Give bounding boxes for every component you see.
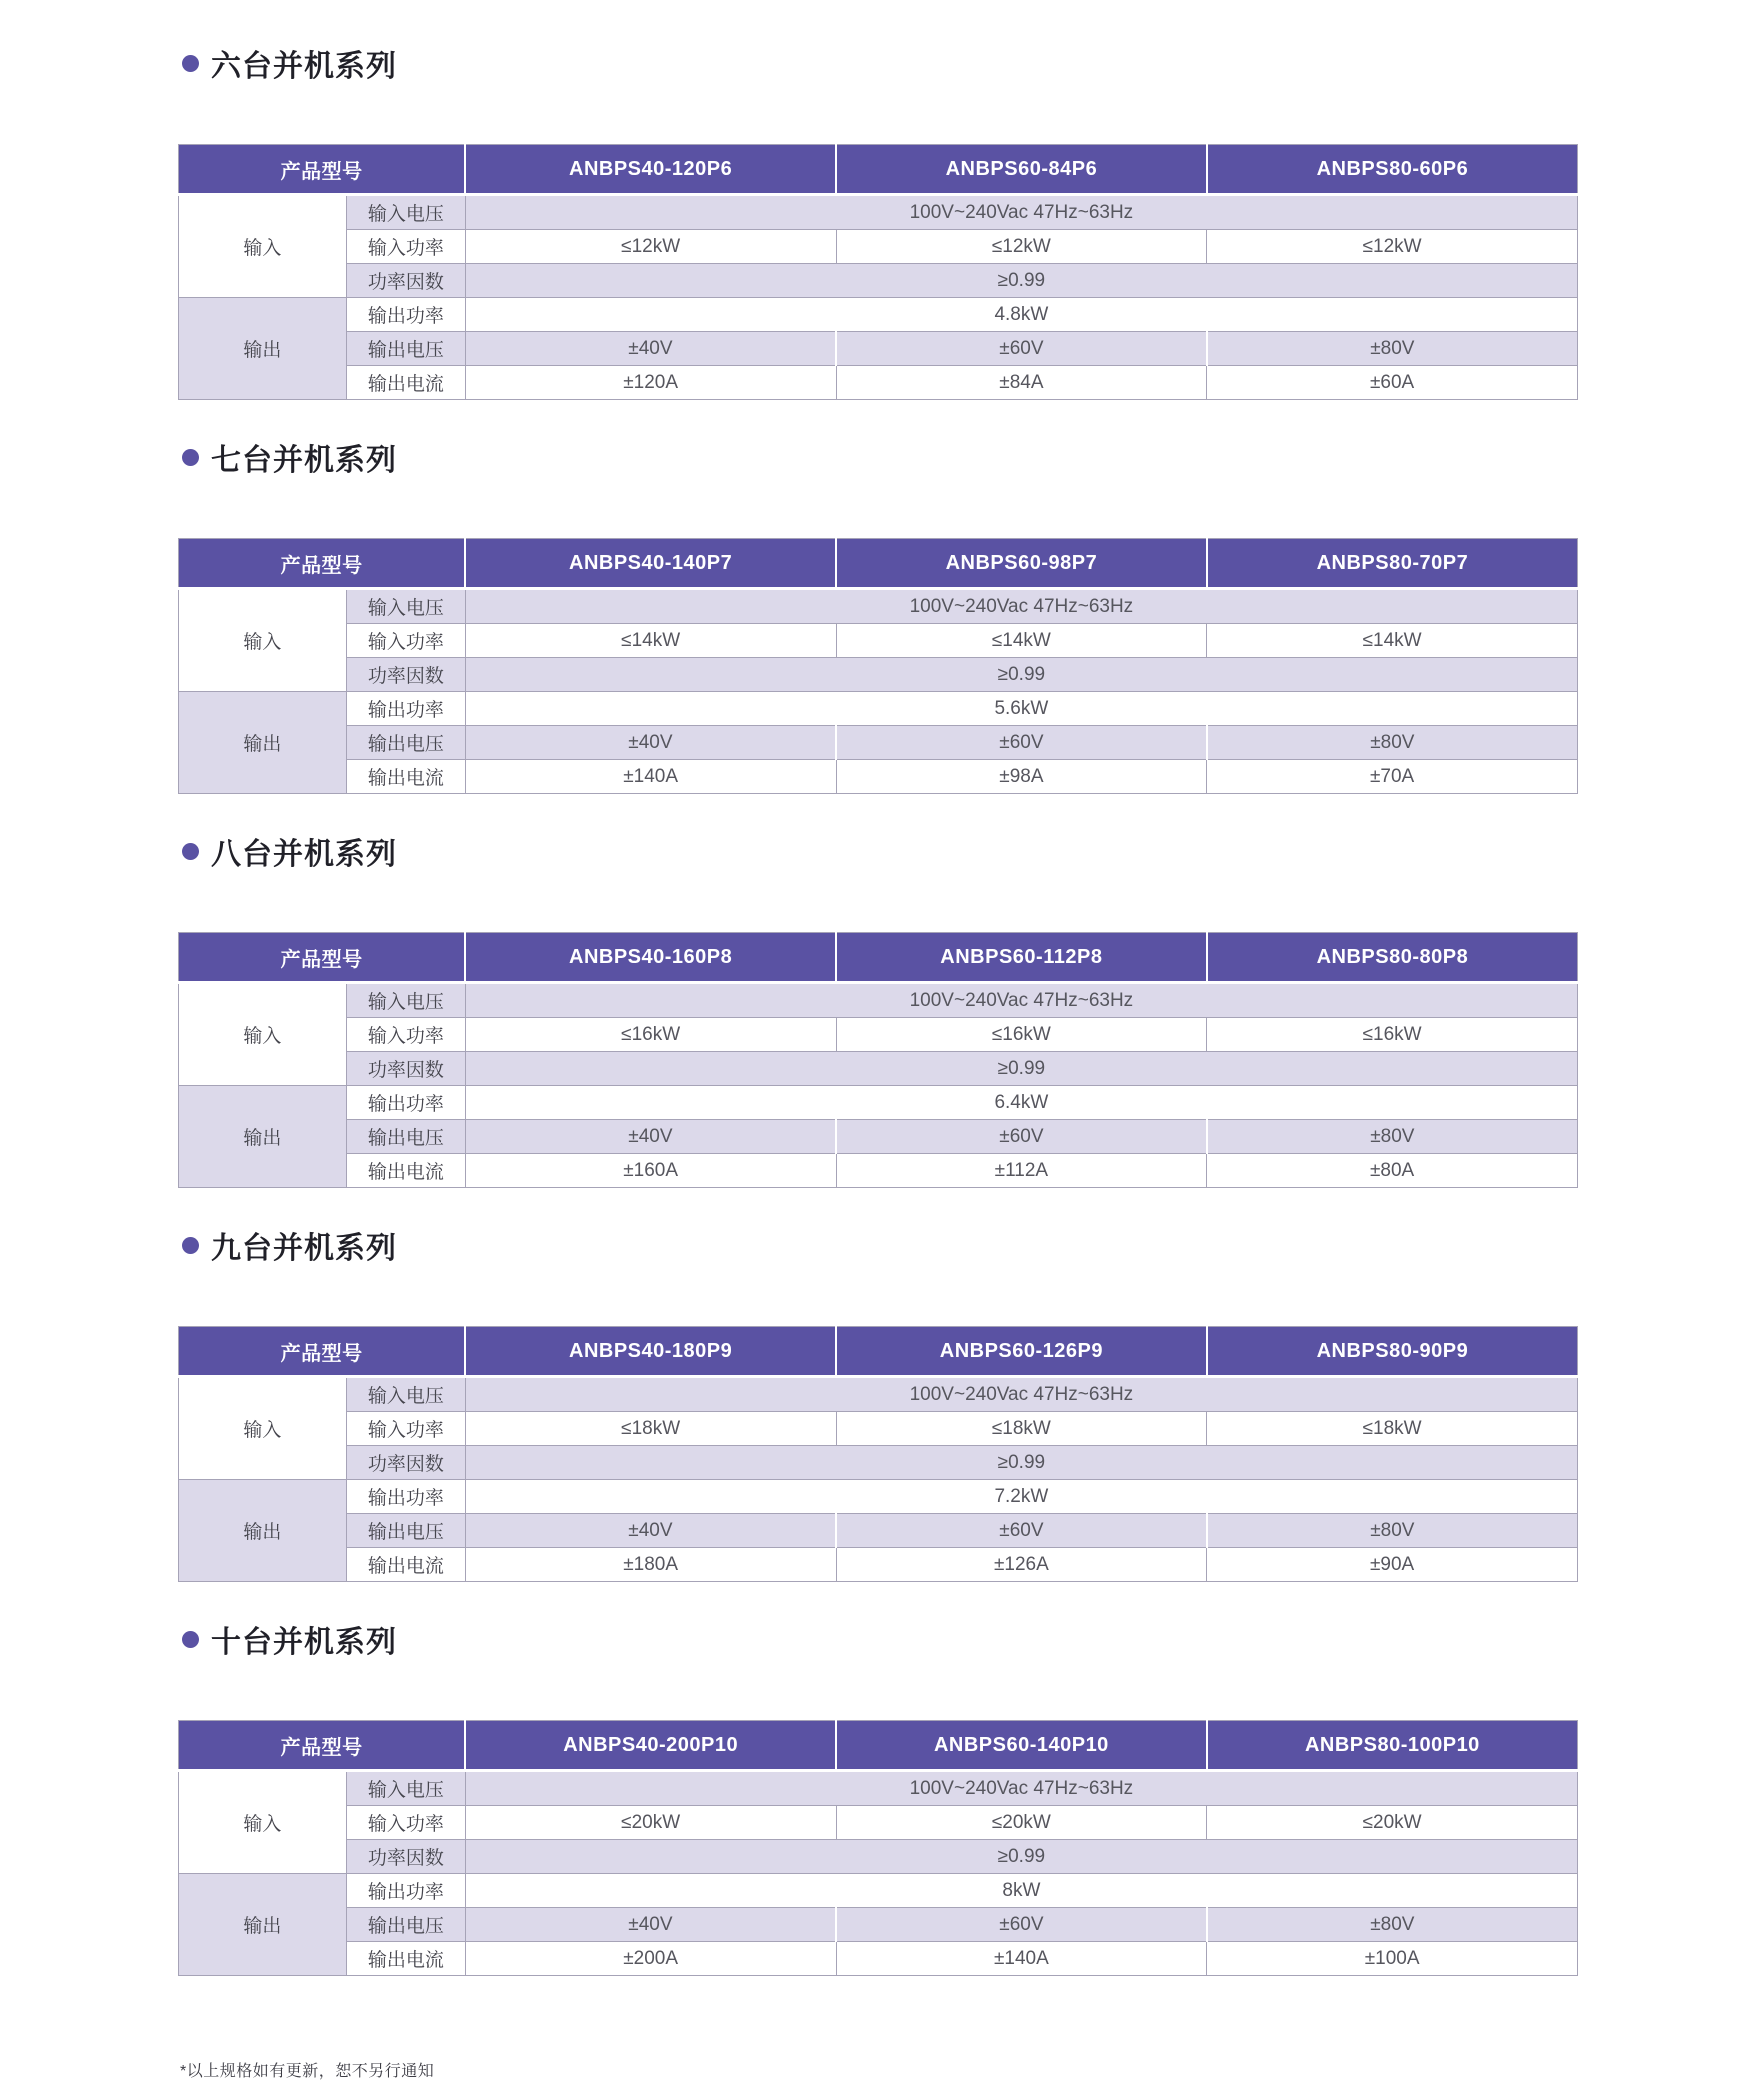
cell-output-current-2: ±84A <box>836 366 1207 400</box>
cell-power-factor: ≥0.99 <box>465 1840 1577 1874</box>
cell-output-voltage-2: ±60V <box>836 332 1207 366</box>
section-title <box>182 1226 1578 1264</box>
cell-output-voltage-3: ±80V <box>1207 1120 1578 1154</box>
table-row-power-factor <box>179 264 1578 298</box>
cell-output-voltage-3: ±80V <box>1207 1514 1578 1548</box>
table-row-output-power <box>179 1086 1578 1120</box>
spec-table-nine-unit <box>178 1326 1578 1582</box>
table-row-input-voltage <box>179 589 1578 624</box>
table-row-output-voltage <box>179 1120 1578 1154</box>
column-header-product-model: 产品型号 <box>179 1721 466 1771</box>
column-header-model-3: ANBPS80-80P8 <box>1207 933 1578 983</box>
row-label-output-power: 输出功率 <box>346 692 465 726</box>
bullet-icon <box>182 449 199 466</box>
row-label-power-factor: 功率因数 <box>346 658 465 692</box>
row-label-output-power: 输出功率 <box>346 1086 465 1120</box>
table-header-row <box>179 145 1578 195</box>
table-row-power-factor <box>179 658 1578 692</box>
row-label-input-power: 输入功率 <box>346 624 465 658</box>
cell-output-current-1: ±200A <box>465 1942 836 1976</box>
cell-output-current-1: ±160A <box>465 1154 836 1188</box>
cell-input-power-2: ≤20kW <box>836 1806 1207 1840</box>
table-row-input-voltage <box>179 1771 1578 1806</box>
row-group-output: 输出 <box>179 1086 347 1188</box>
row-label-output-voltage: 输出电压 <box>346 332 465 366</box>
section-nine-unit <box>178 1226 1578 1582</box>
cell-input-power-1: ≤12kW <box>465 230 836 264</box>
table-header-row <box>179 1327 1578 1377</box>
column-header-product-model: 产品型号 <box>179 539 466 589</box>
cell-output-current-3: ±80A <box>1207 1154 1578 1188</box>
cell-output-voltage-2: ±60V <box>836 1908 1207 1942</box>
table-header-row <box>179 539 1578 589</box>
cell-input-power-3: ≤20kW <box>1207 1806 1578 1840</box>
row-label-power-factor: 功率因数 <box>346 1052 465 1086</box>
cell-output-current-1: ±140A <box>465 760 836 794</box>
row-label-power-factor: 功率因数 <box>346 1840 465 1874</box>
column-header-model-2: ANBPS60-140P10 <box>836 1721 1207 1771</box>
table-row-input-voltage <box>179 195 1578 230</box>
cell-input-power-2: ≤16kW <box>836 1018 1207 1052</box>
bullet-icon <box>182 843 199 860</box>
cell-output-power: 6.4kW <box>465 1086 1577 1120</box>
cell-output-current-2: ±126A <box>836 1548 1207 1582</box>
cell-output-current-3: ±90A <box>1207 1548 1578 1582</box>
section-eight-unit <box>178 832 1578 1188</box>
cell-output-power: 8kW <box>465 1874 1577 1908</box>
cell-output-current-3: ±60A <box>1207 366 1578 400</box>
column-header-model-2: ANBPS60-126P9 <box>836 1327 1207 1377</box>
cell-output-current-2: ±112A <box>836 1154 1207 1188</box>
cell-input-power-3: ≤18kW <box>1207 1412 1578 1446</box>
table-row-output-voltage <box>179 1908 1578 1942</box>
row-label-output-power: 输出功率 <box>346 1480 465 1514</box>
row-label-input-power: 输入功率 <box>346 1018 465 1052</box>
cell-input-voltage: 100V~240Vac 47Hz~63Hz <box>465 589 1577 624</box>
cell-output-voltage-1: ±40V <box>465 1908 836 1942</box>
bullet-icon <box>182 1631 199 1648</box>
column-header-model-3: ANBPS80-100P10 <box>1207 1721 1578 1771</box>
cell-output-current-3: ±70A <box>1207 760 1578 794</box>
column-header-model-1: ANBPS40-120P6 <box>465 145 836 195</box>
table-row-input-voltage <box>179 1377 1578 1412</box>
cell-output-voltage-2: ±60V <box>836 726 1207 760</box>
cell-power-factor: ≥0.99 <box>465 264 1577 298</box>
cell-input-power-1: ≤18kW <box>465 1412 836 1446</box>
table-row-input-power <box>179 1018 1578 1052</box>
row-label-power-factor: 功率因数 <box>346 1446 465 1480</box>
table-row-input-power <box>179 624 1578 658</box>
column-header-model-1: ANBPS40-200P10 <box>465 1721 836 1771</box>
table-row-output-voltage <box>179 332 1578 366</box>
section-title-text: 七台并机系列 <box>211 444 397 477</box>
row-label-input-voltage: 输入电压 <box>346 589 465 624</box>
row-label-input-power: 输入功率 <box>346 1412 465 1446</box>
row-group-input: 输入 <box>179 1377 347 1480</box>
table-row-input-voltage <box>179 983 1578 1018</box>
section-title-text: 九台并机系列 <box>211 1232 397 1265</box>
cell-input-power-2: ≤18kW <box>836 1412 1207 1446</box>
section-seven-unit <box>178 438 1578 794</box>
section-title <box>182 438 1578 476</box>
cell-power-factor: ≥0.99 <box>465 1446 1577 1480</box>
table-row-input-power <box>179 1806 1578 1840</box>
column-header-model-3: ANBPS80-90P9 <box>1207 1327 1578 1377</box>
bullet-icon <box>182 55 199 72</box>
table-row-output-current <box>179 760 1578 794</box>
table-header-row <box>179 933 1578 983</box>
spec-table-six-unit <box>178 144 1578 400</box>
section-title <box>182 832 1578 870</box>
table-row-output-current <box>179 1942 1578 1976</box>
section-title-text: 十台并机系列 <box>211 1626 397 1659</box>
cell-output-voltage-3: ±80V <box>1207 726 1578 760</box>
row-label-output-current: 输出电流 <box>346 366 465 400</box>
column-header-model-2: ANBPS60-98P7 <box>836 539 1207 589</box>
table-row-output-power <box>179 1480 1578 1514</box>
table-row-output-current <box>179 366 1578 400</box>
row-label-output-power: 输出功率 <box>346 1874 465 1908</box>
cell-output-voltage-3: ±80V <box>1207 332 1578 366</box>
row-label-output-power: 输出功率 <box>346 298 465 332</box>
row-label-output-current: 输出电流 <box>346 1942 465 1976</box>
column-header-model-2: ANBPS60-84P6 <box>836 145 1207 195</box>
section-title-text: 六台并机系列 <box>211 50 397 83</box>
row-label-output-voltage: 输出电压 <box>346 1120 465 1154</box>
row-label-output-voltage: 输出电压 <box>346 1514 465 1548</box>
cell-output-voltage-1: ±40V <box>465 1514 836 1548</box>
cell-input-power-3: ≤12kW <box>1207 230 1578 264</box>
cell-output-voltage-1: ±40V <box>465 726 836 760</box>
cell-output-power: 4.8kW <box>465 298 1577 332</box>
row-label-output-voltage: 输出电压 <box>346 726 465 760</box>
row-group-output: 输出 <box>179 1480 347 1582</box>
cell-output-current-3: ±100A <box>1207 1942 1578 1976</box>
cell-output-power: 7.2kW <box>465 1480 1577 1514</box>
row-label-power-factor: 功率因数 <box>346 264 465 298</box>
table-row-input-power <box>179 230 1578 264</box>
cell-power-factor: ≥0.99 <box>465 1052 1577 1086</box>
spec-table-eight-unit <box>178 932 1578 1188</box>
cell-output-current-2: ±98A <box>836 760 1207 794</box>
cell-input-power-2: ≤12kW <box>836 230 1207 264</box>
cell-output-voltage-1: ±40V <box>465 332 836 366</box>
row-label-input-power: 输入功率 <box>346 1806 465 1840</box>
row-group-input: 输入 <box>179 589 347 692</box>
cell-output-current-1: ±120A <box>465 366 836 400</box>
column-header-model-1: ANBPS40-140P7 <box>465 539 836 589</box>
cell-input-voltage: 100V~240Vac 47Hz~63Hz <box>465 1377 1577 1412</box>
section-title <box>182 44 1578 82</box>
section-ten-unit <box>178 1620 1578 1976</box>
row-group-input: 输入 <box>179 983 347 1086</box>
column-header-model-1: ANBPS40-180P9 <box>465 1327 836 1377</box>
row-group-output: 输出 <box>179 298 347 400</box>
cell-input-power-1: ≤14kW <box>465 624 836 658</box>
footnote: *以上规格如有更新，恕不另行通知 <box>180 2063 435 2080</box>
cell-output-power: 5.6kW <box>465 692 1577 726</box>
cell-input-power-1: ≤16kW <box>465 1018 836 1052</box>
table-row-power-factor <box>179 1446 1578 1480</box>
column-header-model-3: ANBPS80-60P6 <box>1207 145 1578 195</box>
table-row-output-power <box>179 298 1578 332</box>
column-header-product-model: 产品型号 <box>179 1327 466 1377</box>
column-header-product-model: 产品型号 <box>179 933 466 983</box>
row-group-input: 输入 <box>179 1771 347 1874</box>
row-label-input-voltage: 输入电压 <box>346 195 465 230</box>
table-row-output-voltage <box>179 726 1578 760</box>
section-title-text: 八台并机系列 <box>211 838 397 871</box>
table-header-row <box>179 1721 1578 1771</box>
row-label-output-current: 输出电流 <box>346 1548 465 1582</box>
row-label-output-current: 输出电流 <box>346 1154 465 1188</box>
table-row-output-current <box>179 1154 1578 1188</box>
row-label-input-voltage: 输入电压 <box>346 1771 465 1806</box>
cell-input-power-1: ≤20kW <box>465 1806 836 1840</box>
row-label-input-voltage: 输入电压 <box>346 1377 465 1412</box>
section-title <box>182 1620 1578 1658</box>
bullet-icon <box>182 1237 199 1254</box>
cell-output-voltage-2: ±60V <box>836 1514 1207 1548</box>
row-label-output-voltage: 输出电压 <box>346 1908 465 1942</box>
column-header-model-2: ANBPS60-112P8 <box>836 933 1207 983</box>
row-label-input-power: 输入功率 <box>346 230 465 264</box>
cell-output-current-1: ±180A <box>465 1548 836 1582</box>
cell-input-power-2: ≤14kW <box>836 624 1207 658</box>
cell-input-power-3: ≤14kW <box>1207 624 1578 658</box>
spec-table-seven-unit <box>178 538 1578 794</box>
table-row-power-factor <box>179 1052 1578 1086</box>
cell-input-voltage: 100V~240Vac 47Hz~63Hz <box>465 1771 1577 1806</box>
column-header-model-1: ANBPS40-160P8 <box>465 933 836 983</box>
cell-output-voltage-3: ±80V <box>1207 1908 1578 1942</box>
row-label-input-voltage: 输入电压 <box>346 983 465 1018</box>
row-label-output-current: 输出电流 <box>346 760 465 794</box>
table-row-output-current <box>179 1548 1578 1582</box>
column-header-product-model: 产品型号 <box>179 145 466 195</box>
section-six-unit <box>178 44 1578 400</box>
column-header-model-3: ANBPS80-70P7 <box>1207 539 1578 589</box>
row-group-output: 输出 <box>179 692 347 794</box>
cell-output-current-2: ±140A <box>836 1942 1207 1976</box>
cell-output-voltage-1: ±40V <box>465 1120 836 1154</box>
cell-output-voltage-2: ±60V <box>836 1120 1207 1154</box>
cell-input-voltage: 100V~240Vac 47Hz~63Hz <box>465 195 1577 230</box>
table-row-power-factor <box>179 1840 1578 1874</box>
row-group-output: 输出 <box>179 1874 347 1976</box>
cell-input-voltage: 100V~240Vac 47Hz~63Hz <box>465 983 1577 1018</box>
table-row-output-power <box>179 1874 1578 1908</box>
cell-input-power-3: ≤16kW <box>1207 1018 1578 1052</box>
row-group-input: 输入 <box>179 195 347 298</box>
cell-power-factor: ≥0.99 <box>465 658 1577 692</box>
spec-table-ten-unit <box>178 1720 1578 1976</box>
table-row-output-power <box>179 692 1578 726</box>
table-row-output-voltage <box>179 1514 1578 1548</box>
table-row-input-power <box>179 1412 1578 1446</box>
